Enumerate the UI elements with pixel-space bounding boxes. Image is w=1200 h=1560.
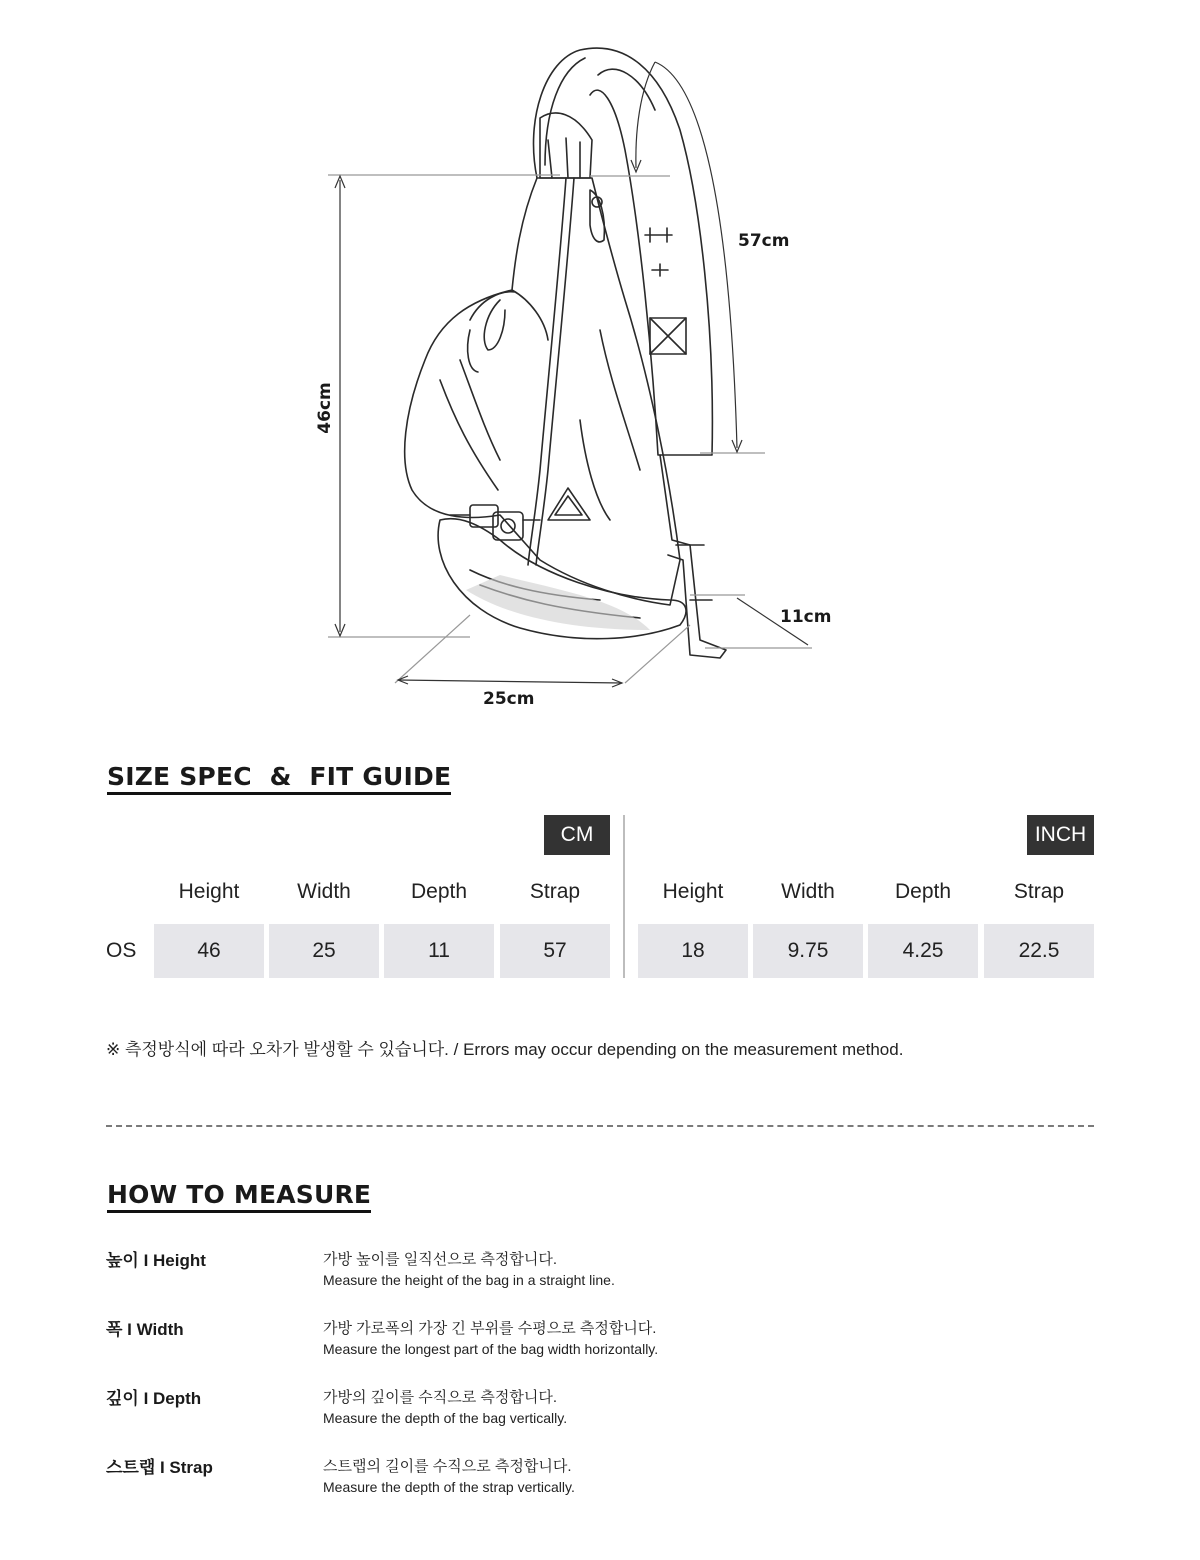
inch-header-strap: Strap [1013, 880, 1065, 903]
cm-cell-depth: 11 [384, 924, 494, 978]
inch-header-depth: Depth [894, 880, 952, 903]
inch-cell-width: 9.75 [753, 924, 863, 978]
dashed-divider [106, 1125, 1094, 1127]
mesh-shading [466, 575, 650, 630]
unit-badge-inch: INCH [1027, 815, 1094, 855]
row-label-os: OS [106, 939, 137, 962]
measure-en-strap: Measure the depth of the strap vertically. [323, 1479, 575, 1495]
measure-name-width: 폭 I Width [106, 1320, 184, 1339]
table-divider [623, 815, 625, 978]
how-to-measure-title: HOW TO MEASURE [107, 1180, 371, 1213]
measure-ko-width: 가방 가로폭의 가장 긴 부위를 수평으로 측정합니다. [323, 1320, 657, 1337]
measure-ko-strap: 스트랩의 길이를 수직으로 측정합니다. [323, 1458, 572, 1475]
size-spec-title: SIZE SPEC & FIT GUIDE [107, 762, 451, 795]
cm-cell-height: 46 [154, 924, 264, 978]
measure-en-depth: Measure the depth of the bag vertically. [323, 1410, 568, 1426]
strap-dim-label: 57cm [738, 231, 790, 251]
measure-name-depth: 깊이 I Depth [106, 1389, 202, 1408]
inch-header-width: Width [781, 880, 835, 903]
measurement-note: ※ 측정방식에 따라 오차가 발생할 수 있습니다. / Errors may occur depending on the measurement method. [106, 1040, 904, 1059]
height-dim-label: 46cm [315, 382, 335, 434]
measure-ko-depth: 가방의 깊이를 수직으로 측정합니다. [323, 1389, 558, 1406]
cm-header-width: Width [297, 880, 351, 903]
cm-header-depth: Depth [410, 880, 468, 903]
depth-dim-label: 11cm [780, 607, 832, 627]
bag-drawing [405, 48, 726, 658]
inch-cell-strap: 22.5 [984, 924, 1094, 978]
inch-header-height: Height [662, 880, 724, 903]
inch-cell-height: 18 [638, 924, 748, 978]
measure-name-strap: 스트랩 I Strap [106, 1458, 213, 1477]
inch-cell-depth: 4.25 [868, 924, 978, 978]
measure-name-height: 높이 I Height [106, 1251, 206, 1270]
cm-header-strap: Strap [529, 880, 581, 903]
width-dim-label: 25cm [483, 689, 535, 709]
measure-en-width: Measure the longest part of the bag width horizontally. [323, 1341, 659, 1357]
measure-ko-height: 가방 높이를 일직선으로 측정합니다. [323, 1251, 558, 1268]
measure-en-height: Measure the height of the bag in a straight line. [323, 1272, 615, 1288]
cm-header-height: Height [178, 880, 240, 903]
bag-illustration [0, 0, 1200, 720]
unit-badge-cm: CM [544, 815, 610, 855]
cm-cell-width: 25 [269, 924, 379, 978]
cm-cell-strap: 57 [500, 924, 610, 978]
